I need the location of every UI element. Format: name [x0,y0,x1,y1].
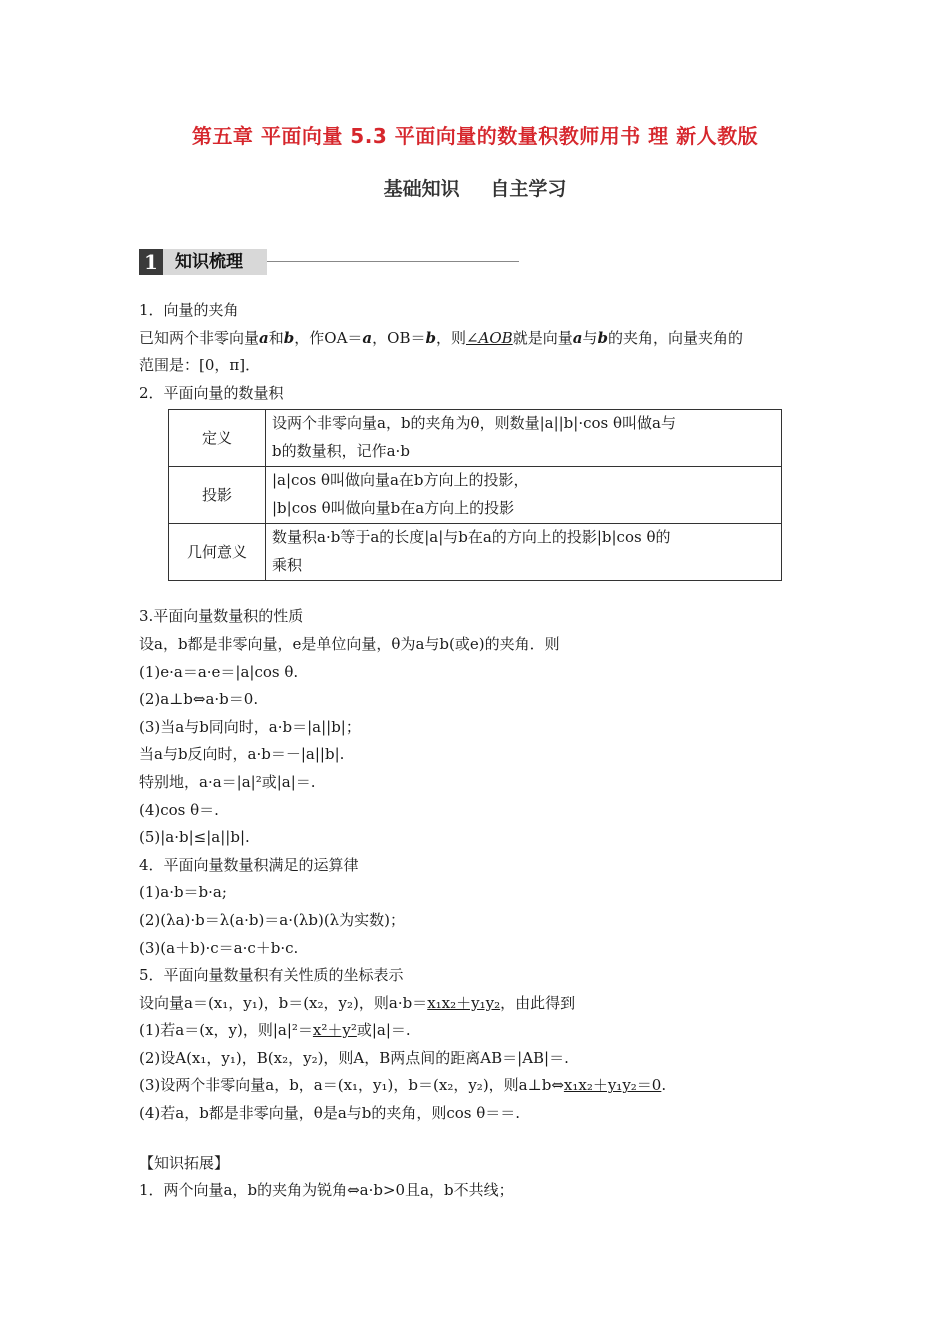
item-5-line: (1)若a＝(x，y)，则|a|²＝x²＋y²或|a|＝. [139,1021,411,1040]
item-3-line: (2)a⊥b⇔a·b＝0. [139,690,259,709]
item-4-heading: 4．平面向量数量积满足的运算律 [139,855,359,874]
table-key: 定义 [169,410,266,467]
subtitle-right: 自主学习 [490,178,567,200]
document-title: 第五章 平面向量 5.3 平面向量的数量积教师用书 理 新人教版 [191,124,759,148]
dot-product-table [168,409,782,581]
item-5-line: (2)设A(x₁，y₁)，B(x₂，y₂)，则A，B两点间的距离AB＝|AB|＝. [139,1048,569,1067]
item-2-heading: 2．平面向量的数量积 [139,383,284,402]
table-row [169,467,782,524]
table-key: 投影 [169,467,266,524]
item-3-line: (1)e·a＝a·e＝|a|cos θ. [139,662,299,681]
item-3-line: 设a，b都是非零向量，e是单位向量，θ为a与b(或e)的夹角．则 [139,634,560,653]
document-subtitle [0,174,950,201]
table-row [169,410,782,467]
table-value: 数量积a·b等于a的长度|a|与b在a的方向上的投影|b|cos θ的 乘积 [266,524,782,581]
extension-heading: 【知识拓展】 [139,1153,230,1172]
table-value: |a|cos θ叫做向量a在b方向上的投影， |b|cos θ叫做向量b在a方向上的投影 [266,467,782,524]
item-5-heading: 5．平面向量数量积有关性质的坐标表示 [139,966,404,985]
item-3-heading: 3.平面向量数量积的性质 [139,607,304,626]
item-3-line: 当a与b反向时，a·b＝－|a||b|. [139,745,345,764]
item-3-line: (5)|a·b|≤|a||b|. [139,828,250,847]
item-1-heading: 1．向量的夹角 [139,301,239,319]
subtitle-left: 基础知识 [383,178,460,200]
section-label: 知识梳理 [175,252,243,272]
item-1-line-1: 已知两个非零向量a和b，作OA＝a，OB＝b，则∠AOB就是向量a与b的夹角，向量夹角的 [139,328,743,347]
item-1-line-2: 范围是：[0，π]． [139,356,261,375]
item-4-line: (2)(λa)·b＝λ(a·b)＝a·(λb)(λ为实数)； [139,910,406,929]
item-5-line: (4)若a，b都是非零向量，θ是a与b的夹角，则cos θ＝＝. [139,1104,521,1123]
item-3-line: 特别地，a·a＝|a|²或|a|＝. [139,772,316,791]
section-header [139,249,524,275]
table-key: 几何意义 [169,524,266,581]
item-3-line: (3)当a与b同向时，a·b＝|a||b|； [139,717,361,736]
section-number: 1 [139,249,163,275]
item-5-line: 设向量a＝(x₁，y₁)，b＝(x₂，y₂)，则a·b＝x₁x₂＋y₁y₂，由此得到 [139,993,576,1012]
item-5-line: (3)设两个非零向量a，b，a＝(x₁，y₁)，b＝(x₂，y₂)，则a⊥b⇔x₁x₂＋y₁y₂＝0. [139,1076,667,1095]
item-3-line: (4)cos θ＝. [139,800,219,819]
table-value: 设两个非零向量a，b的夹角为θ，则数量|a||b|·cos θ叫做a与 b的数量积，记作a·b [266,410,782,467]
document-body [139,297,819,1205]
table-row [169,524,782,581]
angle-aob: ∠AOB [465,328,513,347]
section-divider [267,261,519,262]
item-4-line: (1)a·b＝b·a; [139,883,227,902]
item-4-line: (3)(a＋b)·c＝a·c＋b·c. [139,938,299,957]
extension-line: 1．两个向量a，b的夹角为锐角⇔a·b>0且a，b不共线； [139,1181,514,1200]
